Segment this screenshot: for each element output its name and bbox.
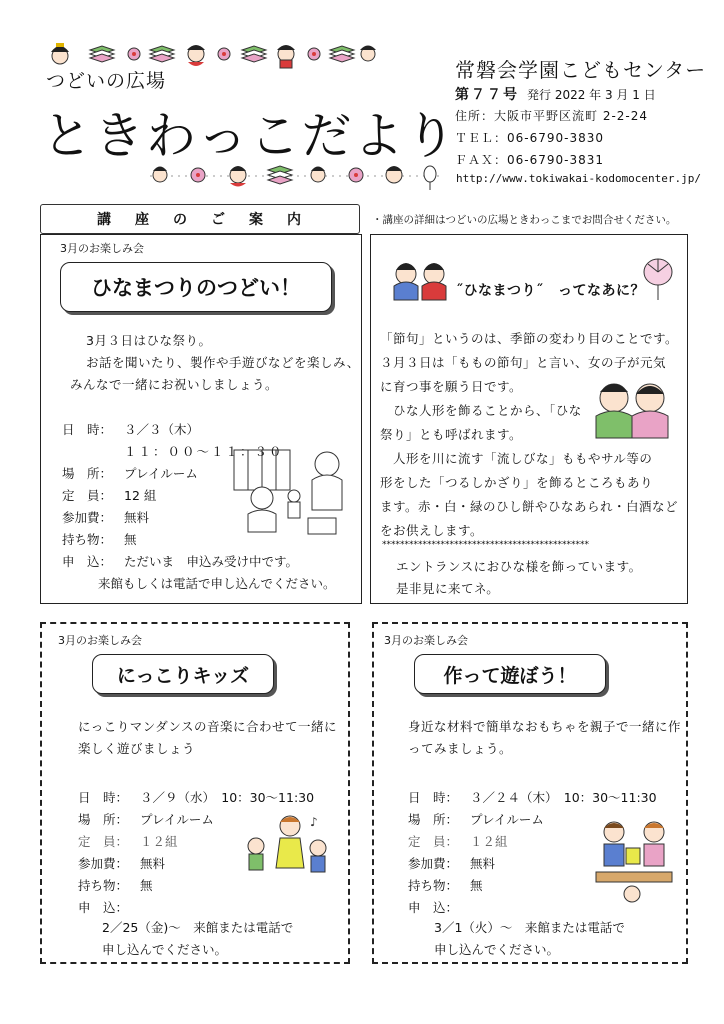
row-key: 場 所： [62,466,113,481]
row-value: 申し込んでください。 [102,942,228,957]
newsletter-title: ときわっこだより [42,107,458,165]
bonbori-lantern-icon [424,166,436,190]
issue-number: 第７７号 [455,87,519,103]
event2-desc: にっこりマンダンスの音楽に合わせて一緒に [78,719,338,734]
hina-body-line: 祭り」とも呼ばれます。 [380,427,523,442]
row-value: 来館もしくは電話で申し込んでください。 [98,576,336,591]
event1-row-fee [62,508,149,526]
row-value: 申し込んでください。 [434,942,560,957]
hina-doll-icon [311,167,325,183]
row-value: 無 [124,532,137,547]
event2-row-apply [78,898,140,916]
event3-row-date [408,788,657,806]
hina-body-line: ひな人形を飾ることから、「ひな [380,403,582,418]
tab-char: の [173,212,189,228]
event2-row-place [78,810,214,828]
row-key: 定 員： [62,488,113,503]
hina-body-line: をお供えします。 [380,523,484,538]
event1-row-date [62,420,199,438]
row-key: 場 所： [408,812,459,827]
row-key: 日 時： [408,790,459,805]
row-value: 無 [140,878,153,893]
sakura-icon [191,168,205,182]
event1-label: 3月のお楽しみ会 [60,242,144,255]
event1-row-apply [62,552,298,570]
event2-row-items [78,876,153,894]
hina-body-line: ３月３日は「ももの節句」と言い、女の子が元気 [380,355,667,370]
sakura-icon [128,48,140,60]
row-key: 定 員： [78,834,129,849]
hina-body-line: 人形を川に流す「流しびな」ももやサル等の [380,451,653,466]
hina-body-line: 形をした「つるしかざり」を飾るところもあり [380,475,654,490]
row-value: 3／1（火）〜 来館または電話で [434,920,625,935]
sakura-icon [218,48,230,60]
hina-doll-icon [51,43,69,64]
event3-label: 3月のお楽しみ会 [384,634,468,647]
row-value: 無 [470,878,483,893]
tel: ＴＥＬ：06-6790-3830 [455,131,605,145]
tab-char: ご [211,212,227,228]
tab-char: 座 [135,212,151,228]
hina-heading: ˝ひなまつり˝ ってなあに？ [456,283,645,299]
event3-row-apply-date [408,918,625,936]
row-value: １２組 [140,834,178,849]
row-value: １１：００〜１１：３０ [124,444,284,459]
hina-doll-icon [230,166,246,187]
sakura-icon [308,48,320,60]
row-key: 申 込： [408,900,459,915]
row-value: １２組 [470,834,508,849]
event1-row-apply2 [62,574,336,592]
event3-row-capacity [408,832,508,850]
event3-row-apply-note [408,940,559,958]
hina-doll-icon [386,166,402,183]
hina-body-line: ます。赤・白・緑のひし餅やひなあられ・白酒など [380,499,679,514]
section-note: ・講座の詳細はつどいの広場ときわっこまでお問合せください。 [372,214,677,226]
hishimochi-icon [330,46,354,62]
issue-date: 発行 2022 年 3 月 1 日 [527,88,656,102]
event3-desc: 身近な材料で簡単なおもちゃを親子で一緒に作 [408,719,682,734]
row-key: 定 員： [408,834,459,849]
dancing-kids-illustration [240,812,330,892]
hina-doll-pair-icon [390,256,450,302]
tab-char: 講 [97,212,113,228]
hina-garland-bottom [150,160,440,190]
hina-doll-icon [360,46,376,62]
row-value: ３／９（水） 10：30〜11:30 [140,790,315,805]
row-key: 持ち物： [408,878,459,893]
event3-row-fee [408,854,495,872]
hina-doll-icon [277,45,295,68]
tab-char: 内 [287,212,303,228]
row-key: 持ち物： [78,878,129,893]
hishimochi-icon [90,46,114,62]
sakura-icon [349,168,363,182]
event1-row-capacity [62,486,156,504]
row-key: 参加費： [78,856,129,871]
event2-row-fee [78,854,165,872]
row-value: ３／２４（木） 10：30〜11:30 [470,790,657,805]
event2-label: 3月のお楽しみ会 [58,634,142,647]
event3-row-items [408,876,483,894]
hina-body-line: に育つ事を願う日です。 [380,379,523,394]
row-key: 参加費： [408,856,459,871]
momo-flower-icon [640,256,676,300]
children-hina-illustration [232,440,352,540]
event2-row-apply-date [78,918,293,936]
hina-couple-illustration [590,376,674,440]
row-key: 日 時： [62,422,113,437]
tab-char: 案 [249,212,265,228]
hina-notice: 是非見に来てネ。 [396,581,500,596]
event3-title: 作って遊ぼう！ [414,654,606,694]
row-value: ３／３（木） [124,422,200,437]
hishimochi-icon [268,166,292,184]
event3-desc: ってみましょう。 [408,741,513,756]
event1-desc: お話を聞いたり、製作や手遊びなどを楽しみ、 [86,355,360,370]
svg-text:♪: ♪ [310,815,318,829]
row-value: 無料 [124,510,150,525]
row-value: 2／25（金)〜 来館または電話で [102,920,294,935]
event1-row-place [62,464,198,482]
row-value: ただいま 申込み受け中です。 [124,554,299,569]
event2-row-apply-note [78,940,227,958]
org-name: 常磐会学園こどもセンター [455,58,707,82]
fax: ＦＡＸ：06-6790-3831 [455,153,605,167]
event1-desc: 3月３日はひな祭り。 [86,333,212,348]
row-value: プレイルーム [470,812,544,827]
row-key: 参加費： [62,510,113,525]
hina-notice: エントランスにおひな様を飾っています。 [396,559,642,574]
event1-desc: みんなで一緒にお祝いしましょう。 [70,377,279,392]
event2-desc: 楽しく遊びましょう [78,741,196,756]
header-subtitle: つどいの広場 [46,70,167,92]
hina-separator: ********************************************** [382,540,589,550]
hina-doll-icon [153,167,167,183]
section-tab [40,204,360,234]
event2-row-date [78,788,314,806]
hina-body-line: 「節句」というのは、季節の変わり目のことです。 [380,331,679,346]
hina-doll-icon [187,45,205,66]
event3-row-place [408,810,544,828]
website-url: http://www.tokiwakai-kodomocenter.jp/ [456,172,702,185]
hishimochi-icon [242,46,266,62]
row-value: プレイルーム [124,466,198,481]
event2-row-capacity [78,832,178,850]
crafting-family-illustration [592,818,676,908]
event2-title: にっこりキッズ [92,654,274,694]
address: 住所：大阪市平野区流町 2-2-24 [455,109,649,123]
event3-row-apply [408,898,470,916]
event1-row-items [62,530,137,548]
row-key: 場 所： [78,812,129,827]
row-value: 12 組 [124,488,157,503]
event1-title: ひなまつりのつどい！ [60,262,332,312]
issue-line [455,84,656,104]
row-key: 申 込： [78,900,129,915]
row-key: 持ち物： [62,532,113,547]
row-key: 日 時： [78,790,129,805]
hishimochi-icon [150,46,174,62]
row-value: プレイルーム [140,812,214,827]
row-value: 無料 [470,856,496,871]
row-value: 無料 [140,856,166,871]
row-key: 申 込： [62,554,113,569]
